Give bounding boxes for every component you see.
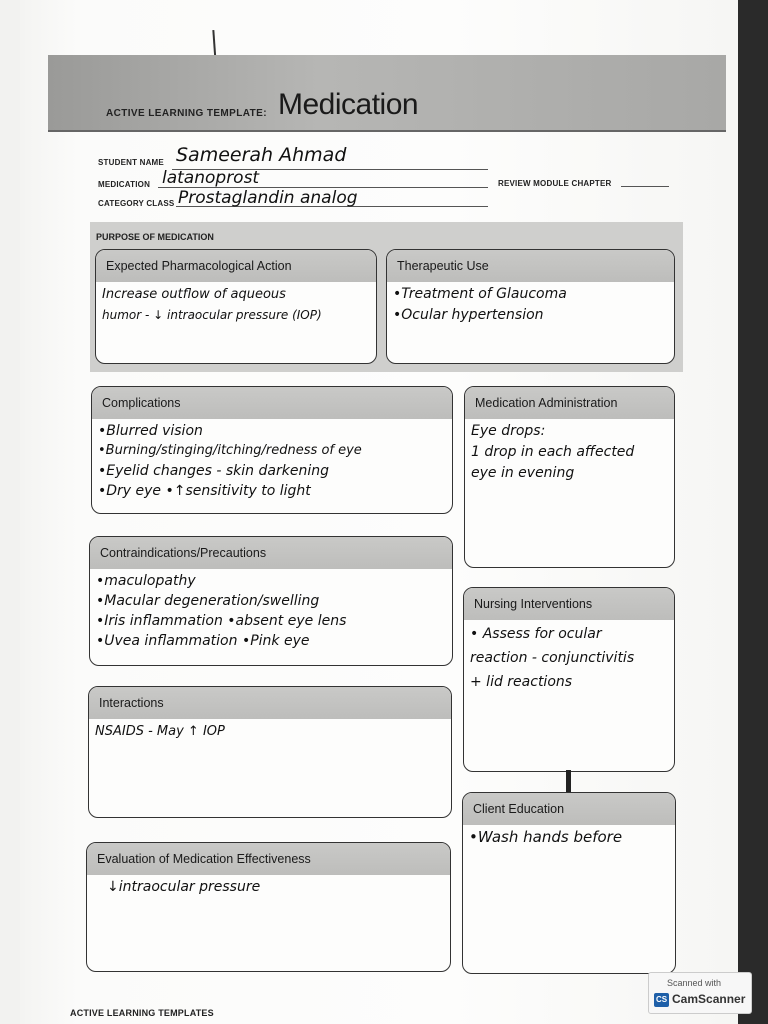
watermark-caption: Scanned with [667,978,722,988]
flow-connector [566,770,571,792]
interactions-title: Interactions [99,696,164,710]
contraindications-line: •Macular degeneration/swelling [96,593,320,609]
complications-line: •Dry eye •↑sensitivity to light [98,483,311,499]
evaluation-box [86,842,451,972]
medication-label: MEDICATION [98,180,151,189]
category-label: CATEGORY CLASS [98,199,175,208]
client-ed-line: •Wash hands before [469,828,623,846]
interactions-line: NSAIDS - May ↑ IOP [95,724,225,739]
med-admin-line: Eye drops: [471,423,546,439]
nursing-title: Nursing Interventions [474,597,593,611]
contraindications-body [96,571,448,661]
med-admin-body [471,421,670,563]
client-ed-body [469,827,671,969]
review-module-label: REVIEW MODULE CHAPTER [498,179,612,188]
camscanner-logo-icon: CS [654,993,669,1007]
purpose-label: PURPOSE OF MEDICATION [96,232,214,242]
review-module-line [621,186,669,187]
pharm-action-line: humor - ↓ intraocular pressure (IOP) [102,308,322,322]
pharm-action-title: Expected Pharmacological Action [106,259,292,273]
nursing-line: + lid reactions [470,674,573,690]
complications-line: •Eyelid changes - skin darkening [98,463,329,479]
complications-line: •Burning/stinging/itching/redness of eye [98,443,362,458]
complications-title: Complications [102,396,181,410]
contraindications-title: Contraindications/Precautions [100,546,267,560]
med-admin-line: 1 drop in each affected [471,444,635,460]
contraindications-box [89,536,453,666]
nursing-body [470,622,670,767]
pharm-action-box [95,249,377,364]
student-name-label: STUDENT NAME [98,158,164,167]
contraindications-line: •maculopathy [96,573,196,589]
pharm-action-body [102,284,372,359]
header-rule [48,130,726,132]
therapeutic-use-box [386,249,675,364]
pharm-action-line: Increase outflow of aqueous [102,287,286,302]
therapeutic-use-title: Therapeutic Use [397,259,489,273]
nursing-box [463,587,675,772]
med-admin-line: eye in evening [471,465,575,481]
interactions-box [88,686,452,818]
evaluation-body [107,877,446,967]
complications-line: •Blurred vision [98,423,203,439]
therapeutic-use-line: •Treatment of Glaucoma [393,286,567,302]
watermark-name: CamScanner [672,992,746,1006]
template-title: Medication [278,88,419,121]
category-value: Prostaglandin analog [178,188,358,208]
nursing-line: reaction - conjunctivitis [470,650,635,666]
med-admin-box [464,386,675,568]
footer-label: ACTIVE LEARNING TEMPLATES [70,1008,214,1018]
student-name-value: Sameerah Ahmad [176,144,347,166]
template-label: ACTIVE LEARNING TEMPLATE: [106,108,267,119]
client-ed-box [462,792,676,974]
interactions-body [95,721,447,813]
evaluation-title: Evaluation of Medication Effectiveness [97,852,311,866]
contraindications-line: •Uvea inflammation •Pink eye [96,633,310,649]
camscanner-watermark [648,972,752,1014]
evaluation-line: ↓intraocular pressure [107,879,261,895]
medication-value: latanoprost [162,168,260,188]
med-admin-title: Medication Administration [475,396,618,410]
therapeutic-use-body [393,284,670,359]
nursing-line: • Assess for ocular [470,626,602,642]
scan-edge [738,0,768,1024]
therapeutic-use-line: •Ocular hypertension [393,307,544,323]
client-ed-title: Client Education [473,802,565,816]
complications-body [98,421,448,509]
contraindications-line: •Iris inflammation •absent eye lens [96,613,347,629]
complications-box [91,386,453,514]
